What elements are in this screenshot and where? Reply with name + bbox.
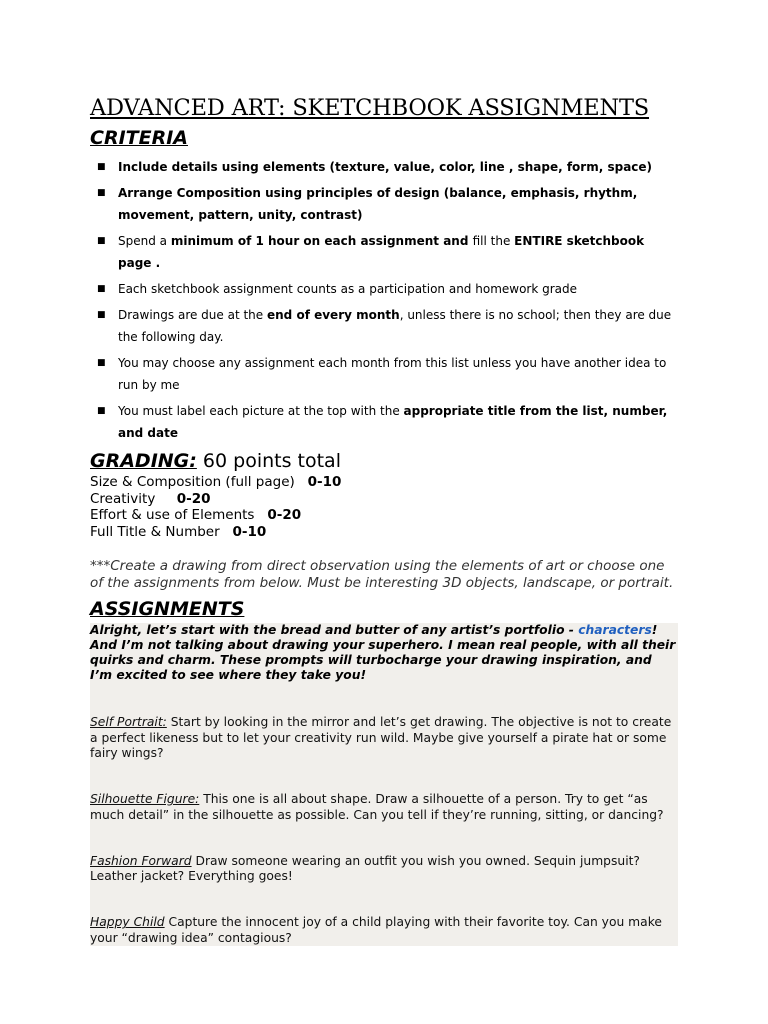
criteria-item xyxy=(90,278,678,300)
grading-row-label: Creativity xyxy=(90,490,177,507)
criteria-item xyxy=(90,156,678,178)
grading-label: GRADING: xyxy=(90,450,197,472)
grading-row-label: Size & Composition (full page) xyxy=(90,474,308,490)
assignment-name: Happy Child xyxy=(90,915,165,930)
criteria-text-bold: minimum of 1 hour on each assignment and xyxy=(170,234,473,248)
criteria-item xyxy=(90,230,678,274)
assignment-happy-child xyxy=(90,915,678,946)
grading-heading xyxy=(90,448,678,474)
criteria-item xyxy=(90,182,678,226)
criteria-text: Spend a xyxy=(118,234,171,248)
grading-row xyxy=(90,474,678,491)
criteria-text: Each sketchbook assignment counts as a participation and homework grade xyxy=(118,282,578,296)
criteria-text-bold: Include details using elements (texture, value, color, line , shape, form, space) xyxy=(118,160,653,174)
square-bullet-icon: ■ xyxy=(97,236,106,246)
assignments-intro xyxy=(90,623,678,683)
square-bullet-icon: ■ xyxy=(97,406,106,416)
criteria-text: fill the xyxy=(472,234,515,248)
criteria-text: , unless there is no school; then they are due the following day. xyxy=(118,308,672,344)
grading-row-points: 0-20 xyxy=(267,507,302,524)
assignment-name: Fashion Forward xyxy=(90,853,192,868)
assignment-description: Start by looking in the mirror and let’s get drawing. The objective is not to create a perfect likeness but to let your creativity run wild. Maybe give yourself a pirate hat or some fairy wings? xyxy=(90,715,672,760)
grading-row-points: 0-10 xyxy=(232,523,267,540)
criteria-item xyxy=(90,304,678,348)
characters-highlight: characters xyxy=(578,623,652,638)
criteria-list xyxy=(90,156,678,444)
grading-row-label: Effort & use of Elements xyxy=(90,507,268,524)
grading-row-label: Full Title & Number xyxy=(90,523,233,540)
square-bullet-icon: ■ xyxy=(97,188,106,198)
assignment-description: Capture the innocent joy of a child playing with their favorite toy. Can you make your “drawing idea” contagious? xyxy=(90,915,662,945)
criteria-text: You may choose any assignment each month from this list unless you have another idea to run by me xyxy=(118,356,667,392)
assignment-description: Draw someone wearing an outfit you wish you owned. Sequin jumpsuit? Leather jacket? Everything goes! xyxy=(90,853,640,884)
square-bullet-icon: ■ xyxy=(97,284,106,294)
criteria-text: You must label each picture at the top with the xyxy=(118,404,404,418)
assignment-name: Silhouette Figure: xyxy=(90,792,200,807)
assignment-name: Self Portrait: xyxy=(90,715,167,730)
criteria-text-bold: end of every month xyxy=(267,308,400,322)
assignment-silhouette-figure xyxy=(90,792,678,823)
grading-row-points: 0-20 xyxy=(176,490,211,507)
grading-total: 60 points total xyxy=(196,450,341,472)
intro-text-start: Alright, let’s start with the bread and butter of any artist’s portfolio - xyxy=(90,623,579,638)
observation-note: ***Create a drawing from direct observation using the elements of art or choose one of the assignments from below. Must be interesting 3D objects, landscape, or portrait. xyxy=(90,558,674,592)
document-title: ADVANCED ART: SKETCHBOOK ASSIGNMENTS xyxy=(90,95,650,121)
intro-text-end: ! And I’m not talking about drawing your superhero. I mean real people, with all their quirks and charm. These prompts will turbocharge your drawing inspiration, and I’m excited to see where they take you! xyxy=(90,623,676,683)
assignments-panel xyxy=(90,623,678,946)
criteria-item xyxy=(90,400,678,444)
grading-row-points: 0-10 xyxy=(307,474,342,490)
square-bullet-icon: ■ xyxy=(97,358,106,368)
square-bullet-icon: ■ xyxy=(97,162,106,172)
grading-row xyxy=(90,524,678,541)
grading-row xyxy=(90,491,678,508)
criteria-heading: CRITERIA xyxy=(90,127,188,149)
square-bullet-icon: ■ xyxy=(97,310,106,320)
document-page xyxy=(90,94,678,946)
assignment-description: This one is all about shape. Draw a silhouette of a person. Try to get “as much detail” in the silhouette as possible. Can you tell if they’re running, sitting, or dancing? xyxy=(90,792,664,822)
grading-row xyxy=(90,507,678,524)
assignment-self-portrait xyxy=(90,715,678,761)
assignments-heading: ASSIGNMENTS xyxy=(90,598,245,621)
criteria-text-bold: ENTIRE sketchbook page . xyxy=(118,234,645,270)
criteria-item xyxy=(90,352,678,396)
assignment-fashion-forward xyxy=(90,854,678,885)
criteria-text: Drawings are due at the xyxy=(118,308,267,322)
criteria-text-bold: appropriate title from the list, number, and date xyxy=(118,404,668,440)
criteria-text-bold: Arrange Composition using principles of design (balance, emphasis, rhythm, movement, pattern, unity, contrast) xyxy=(118,186,638,222)
